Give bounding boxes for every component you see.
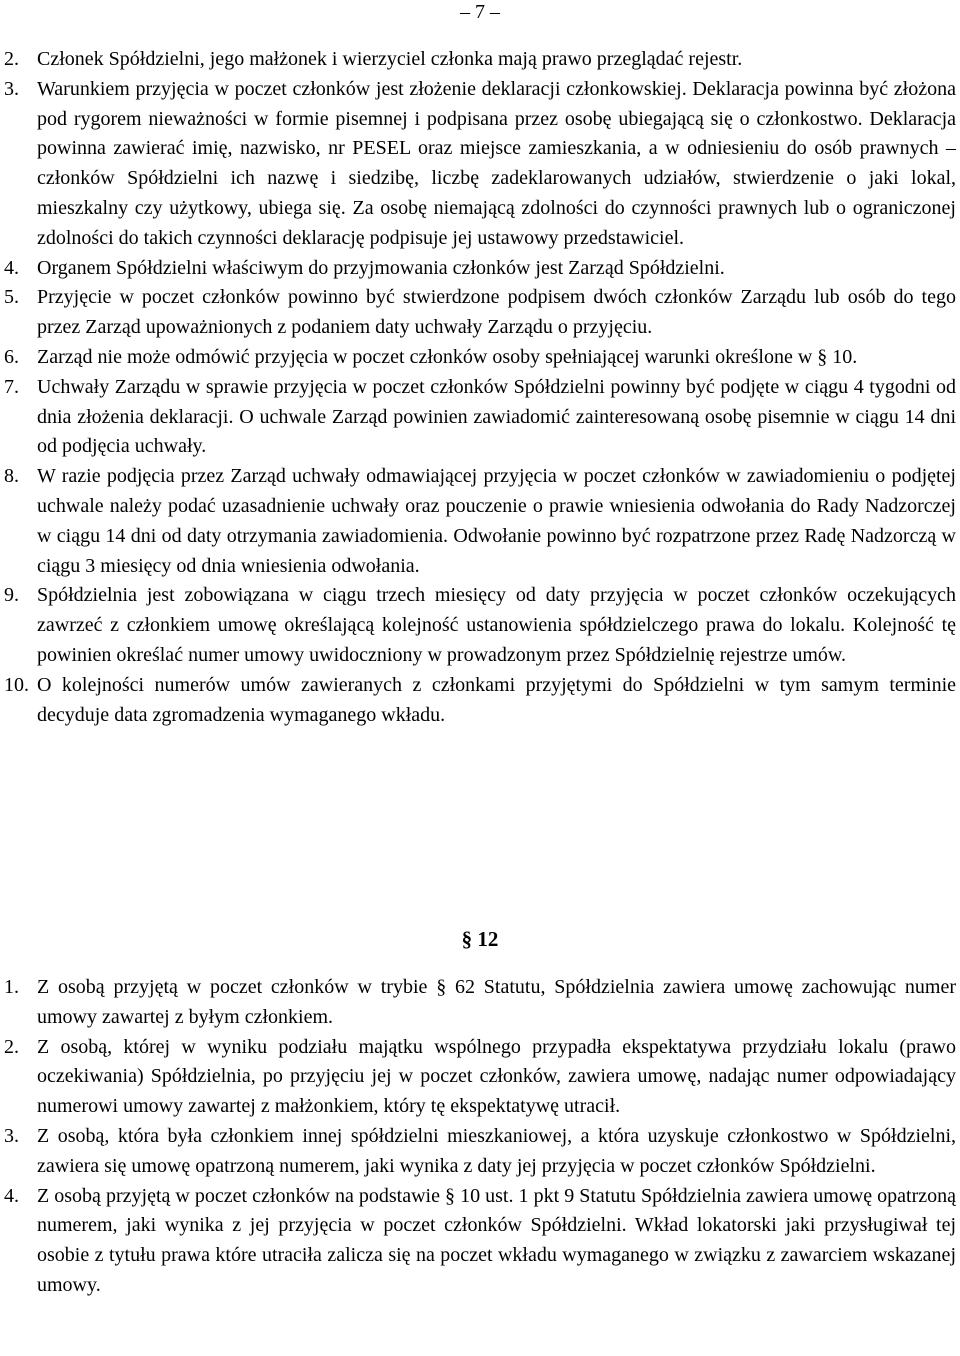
list-item bbox=[4, 671, 956, 731]
item-text: Z osobą przyjętą w poczet członków w trybie § 62 Statutu, Spółdzielnia zawiera umowę zachowując numer umowy zawartej z byłym członkiem. bbox=[37, 976, 956, 1028]
item-text: O kolejności numerów umów zawieranych z członkami przyjętymi do Spółdzielni w tym samym terminie decyduje data zgromadzenia wymaganego wkładu. bbox=[37, 673, 956, 726]
item-number: 8. bbox=[4, 465, 19, 488]
item-number: 4. bbox=[4, 256, 19, 279]
list-item bbox=[4, 1033, 956, 1122]
item-text: Warunkiem przyjęcia w poczet członków jest złożenie deklaracji członkowskiej. Deklaracja powinna być złożona pod rygorem nieważności w formie pisemnej i podpisana przez osobę ubiegającą się o członkostwo. Deklaracja powinna zawierać imię, nazwisko, nr PESEL oraz miejsce zamieszkania, a w odniesieniu do osób prawnych – członków Spółdzielni ich nazwę i siedzibę, liczbę zadeklarowanych udziałów, stwierdzenie o jaki lokal, mieszkalny czy użytkowy, ubiega się. Za osobę niemającą zdolności do czynności prawnych lub o ograniczonej zdolności do takich czynności deklarację podpisuje jej ustawowy przedstawiciel. bbox=[37, 77, 956, 249]
item-number: 3. bbox=[4, 1124, 19, 1147]
list-item bbox=[4, 45, 956, 75]
paragraph-list-lower bbox=[4, 973, 956, 1301]
item-text: Uchwały Zarządu w sprawie przyjęcia w poczet członków Spółdzielni powinny być podjęte w ciągu 4 tygodni od dnia złożenia deklaracji. O uchwale Zarząd powinien zawiadomić zainteresowaną osobę pisemnie w ciągu 14 dni od podjęcia uchwały. bbox=[37, 375, 956, 458]
list-item bbox=[4, 462, 956, 581]
list-item bbox=[4, 373, 956, 462]
item-text: Spółdzielnia jest zobowiązana w ciągu trzech miesięcy od daty przyjęcia w poczet członków oczekujących zawrzeć z członkiem umowę określającą kolejność ustanowienia spółdzielczego prawa do lokalu. Kolejność tę powinien określać numer umowy uwidoczniony w prowadzonym przez Spółdzielnię rejestrze umów. bbox=[37, 584, 956, 666]
list-item bbox=[4, 75, 956, 254]
list-item bbox=[4, 581, 956, 670]
list-item bbox=[4, 343, 956, 373]
item-text: Z osobą, która była członkiem innej spółdzielni mieszkaniowej, a która uzyskuje członkostwo w Spółdzielni, zawiera się umowę opatrzoną numerem, jaki wynika z daty jej przyjęcia w poczet członków Spółdzielni. bbox=[37, 1124, 956, 1177]
page-number: – 7 – bbox=[460, 1, 500, 23]
section-heading: § 12 bbox=[461, 927, 499, 951]
list-item bbox=[4, 1122, 956, 1182]
item-number: 9. bbox=[4, 584, 19, 607]
paragraph-list-upper bbox=[4, 45, 956, 730]
item-text: Członek Spółdzielni, jego małżonek i wierzyciel członka mają prawo przeglądać rejestr. bbox=[37, 48, 743, 70]
item-text: Przyjęcie w poczet członków powinno być stwierdzone podpisem dwóch członków Zarządu lub osób do tego przez Zarząd upoważnionych z podaniem daty uchwały Zarządu o przyjęciu. bbox=[37, 286, 956, 339]
item-text: Zarząd nie może odmówić przyjęcia w poczet członków osoby spełniającej warunki określone w § 10. bbox=[37, 345, 858, 368]
item-number: 5. bbox=[4, 286, 19, 309]
item-number: 2. bbox=[4, 1035, 19, 1058]
item-number: 7. bbox=[4, 375, 19, 398]
item-text: Organem Spółdzielni właściwym do przyjmowania członków jest Zarząd Spółdzielni. bbox=[37, 256, 725, 279]
item-text: W razie podjęcia przez Zarząd uchwały odmawiającej przyjęcia w poczet członków w zawiadomieniu o podjętej uchwale należy podać uzasadnienie uchwały oraz pouczenie o prawie wniesienia odwołania do Rady Nadzorczej w ciągu 14 dni od daty otrzymania zawiadomienia. Odwołanie powinno być rozpatrzone przez Radę Nadzorczą w ciągu 3 miesięcy od dnia wniesienia odwołania. bbox=[37, 465, 956, 577]
list-item bbox=[4, 973, 956, 1033]
list-item bbox=[4, 1182, 956, 1301]
item-number: 4. bbox=[4, 1184, 19, 1207]
item-number: 6. bbox=[4, 345, 19, 368]
item-text: Z osobą, której w wyniku podziału majątku wspólnego przypadła ekspektatywa przydziału lokalu (prawo oczekiwania) Spółdzielnia, po przyjęciu jej w poczet członków, zawiera umowę, nadając numer odpowiadający numerowi umowy zawartej z małżonkiem, który tę ekspektatywę utracił. bbox=[37, 1035, 956, 1118]
item-text: Z osobą przyjętą w poczet członków na podstawie § 10 ust. 1 pkt 9 Statutu Spółdzielnia zawiera umowę opatrzoną numerem, jaki wynika z jej przyjęcia w poczet członków Spółdzielni. Wkład lokatorski jaki przysługiwał tej osobie z tytułu prawa które utraciła zalicza się na poczet wkładu wymaganego w związku z zawarciem wskazanej umowy. bbox=[37, 1184, 956, 1296]
list-item bbox=[4, 254, 956, 284]
item-number: 2. bbox=[4, 48, 19, 70]
item-number: 10. bbox=[4, 673, 29, 696]
list-item bbox=[4, 283, 956, 343]
item-number: 1. bbox=[4, 976, 19, 998]
item-number: 3. bbox=[4, 77, 19, 100]
